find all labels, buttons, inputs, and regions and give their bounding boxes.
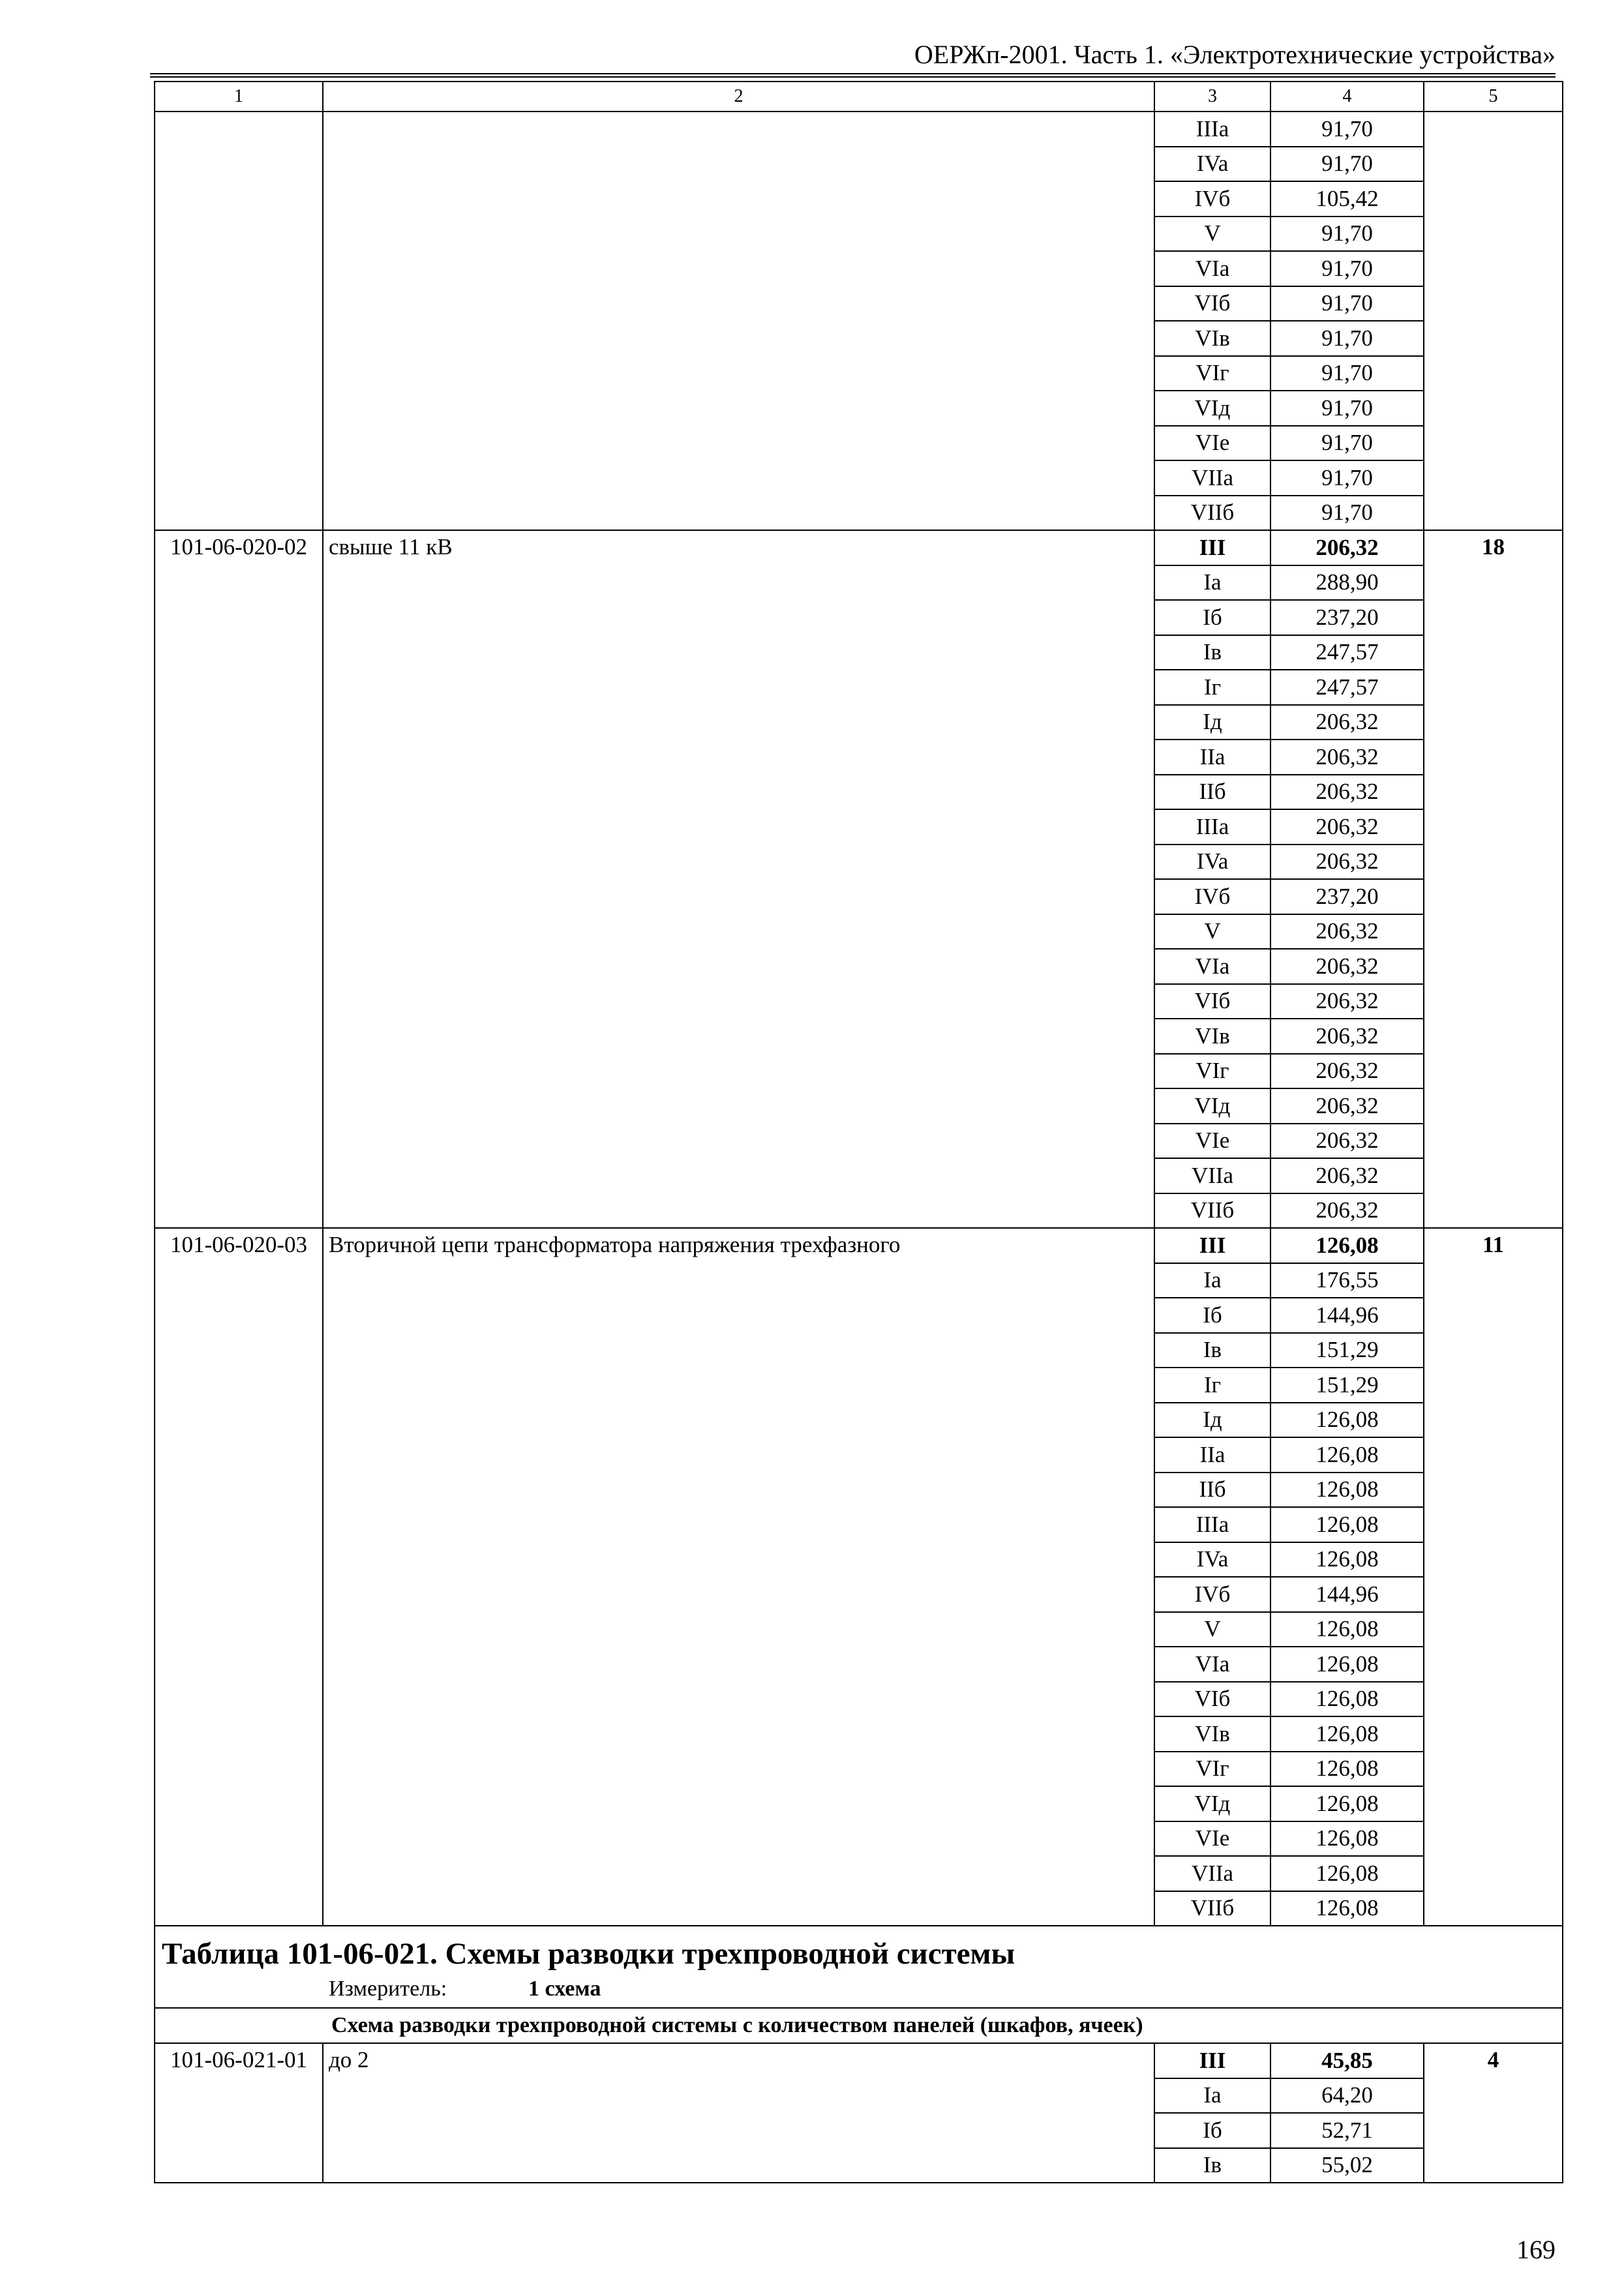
price-cell: 126,08 bbox=[1271, 1473, 1424, 1508]
price-cell: 144,96 bbox=[1271, 1577, 1424, 1612]
zone-cell: VIIб bbox=[1154, 1193, 1271, 1229]
table-row bbox=[155, 530, 1563, 565]
zone-cell: Ia bbox=[1154, 2078, 1271, 2114]
zone-cell: IVб bbox=[1154, 879, 1271, 914]
zone-cell: Iв bbox=[1154, 1333, 1271, 1368]
price-cell: 151,29 bbox=[1271, 1333, 1424, 1368]
price-cell: 206,32 bbox=[1271, 1124, 1424, 1159]
code-cell bbox=[155, 112, 323, 530]
price-cell: 206,32 bbox=[1271, 1054, 1424, 1089]
zone-cell: VIе bbox=[1154, 1124, 1271, 1159]
zone-cell: VIб bbox=[1154, 286, 1271, 322]
price-cell: 237,20 bbox=[1271, 879, 1424, 914]
price-cell: 105,42 bbox=[1271, 181, 1424, 217]
zone-cell: VIa bbox=[1154, 1647, 1271, 1682]
zone-cell: VIе bbox=[1154, 426, 1271, 461]
price-cell: 126,08 bbox=[1271, 1437, 1424, 1473]
code-cell: 101-06-020-03 bbox=[155, 1228, 323, 1926]
zone-cell: Iв bbox=[1154, 2148, 1271, 2183]
multiplier-cell: 4 bbox=[1424, 2043, 1563, 2183]
code-cell: 101-06-020-02 bbox=[155, 530, 323, 1228]
price-cell: 247,57 bbox=[1271, 670, 1424, 705]
zone-cell: IVa bbox=[1154, 1542, 1271, 1578]
zone-cell: VIa bbox=[1154, 251, 1271, 286]
description-cell: Вторичной цепи трансформатора напряжения трехфазного bbox=[323, 1228, 1154, 1926]
price-cell: 206,32 bbox=[1271, 1158, 1424, 1193]
zone-cell: IIб bbox=[1154, 1473, 1271, 1508]
table-title-cell bbox=[155, 1926, 1563, 2008]
header-rule-top bbox=[150, 73, 1556, 74]
price-cell: 206,32 bbox=[1271, 845, 1424, 880]
zone-cell: IVa bbox=[1154, 147, 1271, 182]
zone-cell: IVб bbox=[1154, 1577, 1271, 1612]
price-cell: 247,57 bbox=[1271, 635, 1424, 670]
zone-cell: Iд bbox=[1154, 705, 1271, 740]
price-cell: 55,02 bbox=[1271, 2148, 1424, 2183]
zone-cell: Iд bbox=[1154, 1403, 1271, 1438]
zone-cell: VIa bbox=[1154, 949, 1271, 984]
price-cell: 126,08 bbox=[1271, 1403, 1424, 1438]
zone-cell: VIIa bbox=[1154, 1856, 1271, 1891]
zone-cell: Iв bbox=[1154, 635, 1271, 670]
subheading: Схема разводки трехпроводной системы с количеством панелей (шкафов, ячеек) bbox=[331, 2013, 1143, 2037]
column-number-row bbox=[155, 82, 1563, 112]
unit-label: Измеритель: bbox=[329, 1977, 447, 2001]
price-cell: 91,70 bbox=[1271, 112, 1424, 147]
price-cell: 91,70 bbox=[1271, 286, 1424, 322]
table-row bbox=[155, 2043, 1563, 2078]
zone-cell: VIг bbox=[1154, 1752, 1271, 1787]
zone-cell: IVa bbox=[1154, 845, 1271, 880]
page-number: 169 bbox=[1516, 2235, 1556, 2264]
column-number: 1 bbox=[155, 82, 323, 112]
zone-cell: III bbox=[1154, 2043, 1271, 2078]
price-cell: 288,90 bbox=[1271, 565, 1424, 601]
description-cell: до 2 bbox=[323, 2043, 1154, 2183]
zone-cell: VIIa bbox=[1154, 460, 1271, 496]
subheading-row bbox=[155, 2008, 1563, 2043]
price-cell: 144,96 bbox=[1271, 1298, 1424, 1333]
zone-cell: III bbox=[1154, 530, 1271, 565]
zone-cell: VIд bbox=[1154, 1088, 1271, 1124]
zone-cell: IVб bbox=[1154, 181, 1271, 217]
zone-cell: VIв bbox=[1154, 321, 1271, 356]
table-row bbox=[155, 1228, 1563, 1263]
price-cell: 126,08 bbox=[1271, 1716, 1424, 1752]
price-cell: 91,70 bbox=[1271, 426, 1424, 461]
price-cell: 91,70 bbox=[1271, 217, 1424, 252]
price-cell: 91,70 bbox=[1271, 147, 1424, 182]
price-cell: 126,08 bbox=[1271, 1891, 1424, 1926]
multiplier-cell: 18 bbox=[1424, 530, 1563, 1228]
price-cell: 206,32 bbox=[1271, 740, 1424, 775]
header-rule-bottom bbox=[150, 76, 1556, 78]
description-cell: свыше 11 кВ bbox=[323, 530, 1154, 1228]
price-cell: 45,85 bbox=[1271, 2043, 1424, 2078]
price-cell: 206,32 bbox=[1271, 705, 1424, 740]
zone-cell: VIIб bbox=[1154, 1891, 1271, 1926]
table-title: Таблица 101-06-021. Схемы разводки трехпроводной системы bbox=[162, 1937, 1015, 1971]
zone-cell: VIв bbox=[1154, 1019, 1271, 1054]
price-cell: 126,08 bbox=[1271, 1682, 1424, 1717]
zone-cell: VIе bbox=[1154, 1821, 1271, 1857]
column-number: 4 bbox=[1271, 82, 1424, 112]
price-cell: 206,32 bbox=[1271, 949, 1424, 984]
zone-cell: V bbox=[1154, 1612, 1271, 1647]
zone-cell: VIд bbox=[1154, 391, 1271, 426]
price-cell: 206,32 bbox=[1271, 775, 1424, 810]
zone-cell: V bbox=[1154, 217, 1271, 252]
price-cell: 126,08 bbox=[1271, 1821, 1424, 1857]
description-cell bbox=[323, 112, 1154, 530]
zone-cell: III bbox=[1154, 1228, 1271, 1263]
zone-cell: VIв bbox=[1154, 1716, 1271, 1752]
code-cell: 101-06-021-01 bbox=[155, 2043, 323, 2183]
zone-cell: Iб bbox=[1154, 1298, 1271, 1333]
price-cell: 91,70 bbox=[1271, 251, 1424, 286]
subheading-cell bbox=[155, 2008, 1563, 2043]
zone-cell: IIб bbox=[1154, 775, 1271, 810]
zone-cell: Iб bbox=[1154, 2113, 1271, 2148]
table-row bbox=[155, 112, 1563, 147]
zone-cell: Ia bbox=[1154, 565, 1271, 601]
zone-cell: VIб bbox=[1154, 984, 1271, 1019]
unit-line bbox=[155, 1973, 1562, 2007]
zone-cell: IIIa bbox=[1154, 809, 1271, 845]
price-cell: 176,55 bbox=[1271, 1263, 1424, 1298]
page-header: ОЕРЖп-2001. Часть 1. «Электротехнические устройства» bbox=[914, 40, 1556, 69]
price-cell: 206,32 bbox=[1271, 1088, 1424, 1124]
price-cell: 91,70 bbox=[1271, 460, 1424, 496]
price-cell: 91,70 bbox=[1271, 321, 1424, 356]
zone-cell: IIIa bbox=[1154, 112, 1271, 147]
table-title-row bbox=[155, 1926, 1563, 2008]
price-cell: 237,20 bbox=[1271, 600, 1424, 635]
price-cell: 91,70 bbox=[1271, 496, 1424, 531]
zone-cell: Iб bbox=[1154, 600, 1271, 635]
price-cell: 206,32 bbox=[1271, 530, 1424, 565]
zone-cell: VIIa bbox=[1154, 1158, 1271, 1193]
multiplier-cell: 11 bbox=[1424, 1228, 1563, 1926]
zone-cell: VIг bbox=[1154, 356, 1271, 391]
zone-cell: Iг bbox=[1154, 1368, 1271, 1403]
rates-table bbox=[154, 81, 1563, 2183]
zone-cell: VIIб bbox=[1154, 496, 1271, 531]
price-cell: 151,29 bbox=[1271, 1368, 1424, 1403]
price-cell: 206,32 bbox=[1271, 809, 1424, 845]
column-number: 2 bbox=[323, 82, 1154, 112]
multiplier-cell bbox=[1424, 112, 1563, 530]
price-cell: 206,32 bbox=[1271, 1019, 1424, 1054]
price-cell: 91,70 bbox=[1271, 356, 1424, 391]
zone-cell: V bbox=[1154, 914, 1271, 950]
zone-cell: VIг bbox=[1154, 1054, 1271, 1089]
price-cell: 126,08 bbox=[1271, 1507, 1424, 1542]
price-cell: 206,32 bbox=[1271, 914, 1424, 950]
zone-cell: IIIa bbox=[1154, 1507, 1271, 1542]
zone-cell: Iг bbox=[1154, 670, 1271, 705]
price-cell: 126,08 bbox=[1271, 1228, 1424, 1263]
price-cell: 126,08 bbox=[1271, 1647, 1424, 1682]
zone-cell: IIa bbox=[1154, 740, 1271, 775]
price-cell: 91,70 bbox=[1271, 391, 1424, 426]
unit-value: 1 схема bbox=[528, 1977, 601, 2001]
column-number: 3 bbox=[1154, 82, 1271, 112]
zone-cell: IIa bbox=[1154, 1437, 1271, 1473]
price-cell: 64,20 bbox=[1271, 2078, 1424, 2114]
price-cell: 126,08 bbox=[1271, 1542, 1424, 1578]
zone-cell: VIб bbox=[1154, 1682, 1271, 1717]
zone-cell: VIд bbox=[1154, 1786, 1271, 1821]
price-cell: 126,08 bbox=[1271, 1752, 1424, 1787]
price-cell: 126,08 bbox=[1271, 1612, 1424, 1647]
price-cell: 206,32 bbox=[1271, 984, 1424, 1019]
zone-cell: Ia bbox=[1154, 1263, 1271, 1298]
price-cell: 206,32 bbox=[1271, 1193, 1424, 1229]
price-cell: 126,08 bbox=[1271, 1856, 1424, 1891]
price-cell: 52,71 bbox=[1271, 2113, 1424, 2148]
price-cell: 126,08 bbox=[1271, 1786, 1424, 1821]
column-number: 5 bbox=[1424, 82, 1563, 112]
